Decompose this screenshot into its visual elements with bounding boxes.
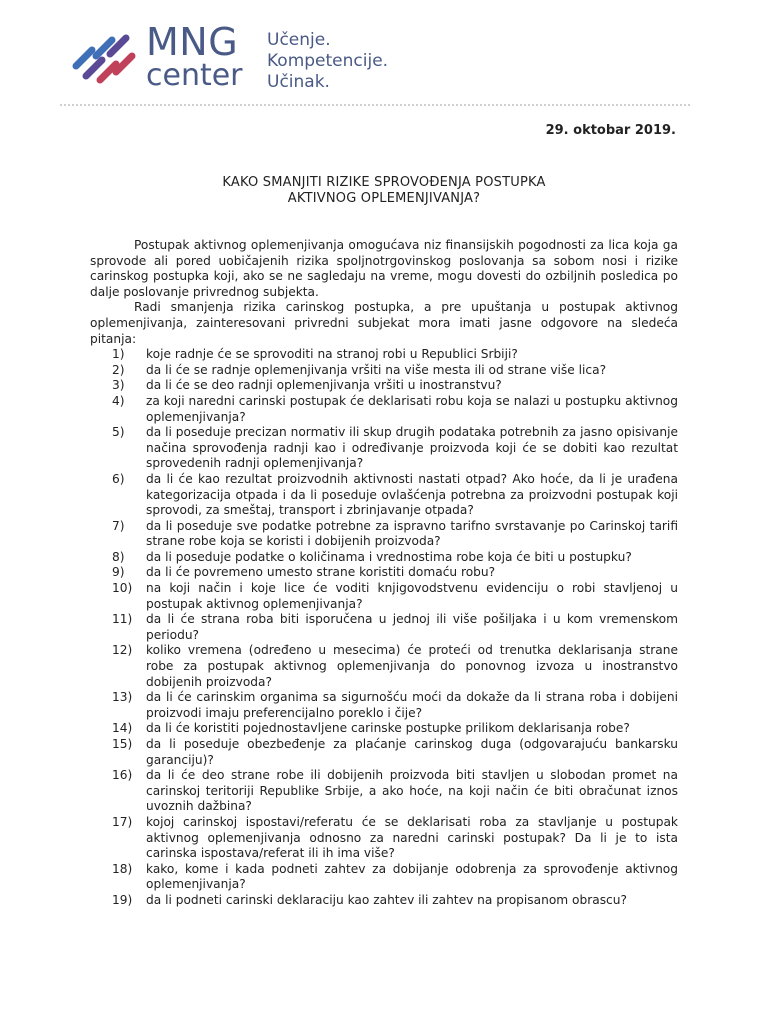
list-item (90, 721, 678, 737)
list-item (90, 425, 678, 472)
item-number: 13) (112, 690, 133, 705)
list-item (90, 394, 678, 425)
tagline (267, 30, 388, 93)
list-item (90, 737, 678, 768)
intro-paragraph: Postupak aktivnog oplemenjivanja omogućava niz finansijskih pogodnosti za lica koja ga sprovode ali pored uobičajenih rizika spoljnotrgovinskog poslovanja sa sobom nosi i rizike carinskog postupka koji, ako se ne sagledaju na vreme, mogu dovesti do ozbiljnih posledica po dalje poslovanje privrednog subjekta. (90, 238, 678, 299)
list-item (90, 472, 678, 519)
list-item (90, 893, 678, 909)
list-item (90, 519, 678, 550)
item-text: da li poseduje sve podatke potrebne za ispravno tarifno svrstavanje po Carinskoj tarifi strane robe koja se koristi i dobijenih proizvoda? (146, 518, 678, 549)
tagline-line: Učinak. (267, 72, 330, 92)
logo-mark-icon (70, 28, 142, 88)
item-text: da li će se deo radnji oplemenjivanja vršiti u inostranstvu? (146, 378, 502, 393)
list-item (90, 378, 678, 394)
list-item (90, 643, 678, 690)
list-item (90, 612, 678, 643)
list-item (90, 815, 678, 862)
item-number: 3) (112, 378, 125, 393)
title-line: AKTIVNOG OPLEMENJIVANJA? (287, 191, 481, 206)
title-line: KAKO SMANJITI RIZIKE SPROVOĐENJA POSTUPKA (222, 175, 546, 190)
document-body (90, 238, 678, 909)
document-date: 29. oktobar 2019. (545, 123, 676, 138)
document-title (0, 175, 768, 207)
item-number: 5) (112, 425, 125, 440)
item-text: da li podneti carinski deklaraciju kao zahtev ili zahtev na propisanom obrascu? (146, 892, 627, 907)
list-item (90, 347, 678, 363)
item-text: da li će se radnje oplemenjivanja vršiti na više mesta ili od strane više lica? (146, 362, 607, 377)
item-text: za koji naredni carinski postupak će deklarisati robu koja se nalazi u postupku aktivnog oplemenjivanja? (146, 393, 678, 424)
list-item (90, 862, 678, 893)
item-text: koliko vremena (određeno u mesecima) će proteći od trenutka deklarisanja strane robe za postupak aktivnog oplemenjivanja do ponovnog izvoza u inostranstvo dobijenih proizvoda? (146, 643, 678, 689)
item-number: 18) (112, 861, 133, 876)
questions-list (90, 347, 678, 908)
list-item (90, 690, 678, 721)
list-item (90, 581, 678, 612)
item-text: da li će deo strane robe ili dobijenih proizvoda biti stavljen u slobodan promet na carinskoj teritoriji Republike Srbije, a ako hoće, na koji način će biti obračunat iznos uvoznih dažbina? (146, 768, 678, 814)
item-number: 14) (112, 721, 133, 736)
item-number: 11) (112, 612, 133, 627)
item-number: 7) (112, 518, 125, 533)
item-text: da li poseduje precizan normativ ili skup drugih podataka potrebnih za jasno opisivanje načina sprovođenja radnji kao i određivanje proizvoda koji će se dobiti kao rezultat sprovedenih radnji oplemenjivanja? (146, 425, 678, 471)
item-number: 9) (112, 565, 125, 580)
intro-paragraph: Radi smanjenja rizika carinskog postupka, a pre upuštanja u postupak aktivnog oplemenjivanja, zainteresovani privredni subjekat mora imati jasne odgovore na sledeća pitanja: (90, 300, 678, 346)
item-number: 17) (112, 814, 133, 829)
item-text: koje radnje će se sprovoditi na stranoj robi u Republici Srbiji? (146, 347, 518, 362)
item-text: na koji način i koje lice će voditi knjigovodstvenu evidenciju o robi stavljenoj u postupak aktivnog oplemenjivanja? (146, 581, 678, 611)
item-text: da li poseduje podatke o količinama i vrednostima robe koja će biti u postupku? (146, 549, 632, 564)
list-item (90, 363, 678, 379)
item-number: 4) (112, 393, 125, 408)
logo-sub-text: center (146, 58, 243, 93)
list-item (90, 768, 678, 815)
item-number: 19) (112, 892, 133, 907)
item-text: da li će povremeno umesto strane koristiti domaću robu? (146, 565, 496, 580)
item-number: 6) (112, 471, 125, 486)
list-item (90, 565, 678, 581)
tagline-line: Učenje. (267, 30, 331, 50)
item-text: kojoj carinskoj ispostavi/referatu će se deklarisati roba za stavljanje u postupak aktivnog oplemenjivanja odnosno za naredni carinski postupak? Da li je to ista carinska ispostava/referat ili ih ima više? (146, 814, 678, 861)
page-header (70, 20, 690, 104)
logo-main-text: MNG (146, 20, 239, 64)
item-number: 16) (112, 768, 133, 783)
item-number: 8) (112, 549, 125, 564)
item-text: da li poseduje obezbeđenje za plaćanje carinskog duga (odgovarajuću bankarsku garanciju)? (146, 737, 678, 767)
list-item (90, 550, 678, 566)
item-text: da li će strana roba biti isporučena u jednoj ili više pošiljaka i u kom vremenskom periodu? (146, 612, 678, 642)
item-number: 10) (112, 581, 133, 596)
header-divider (60, 104, 690, 106)
item-text: kako, kome i kada podneti zahtev za dobijanje odobrenja za sprovođenje aktivnog oplemenjivanja? (146, 861, 678, 892)
tagline-line: Kompetencije. (267, 51, 389, 71)
item-text: da li će carinskim organima sa sigurnošću moći da dokaže da li strana roba i dobijeni proizvodi imaju preferencijalno poreklo i čije? (146, 690, 678, 720)
item-text: da li će koristiti pojednostavljene carinske postupke prilikom deklarisanja robe? (146, 721, 630, 736)
item-number: 2) (112, 362, 125, 377)
item-number: 15) (112, 737, 133, 751)
item-number: 12) (112, 643, 133, 658)
item-number: 1) (112, 347, 125, 362)
item-text: da li će kao rezultat proizvodnih aktivnosti nastati otpad? Ako hoće, da li je urađena kategorizacija otpada i da li poseduje ovlašćenja potrebna za proizvodni postupak koji sprovodi, za smeštaj, transport i zbrinjavanje otpada? (146, 471, 678, 518)
